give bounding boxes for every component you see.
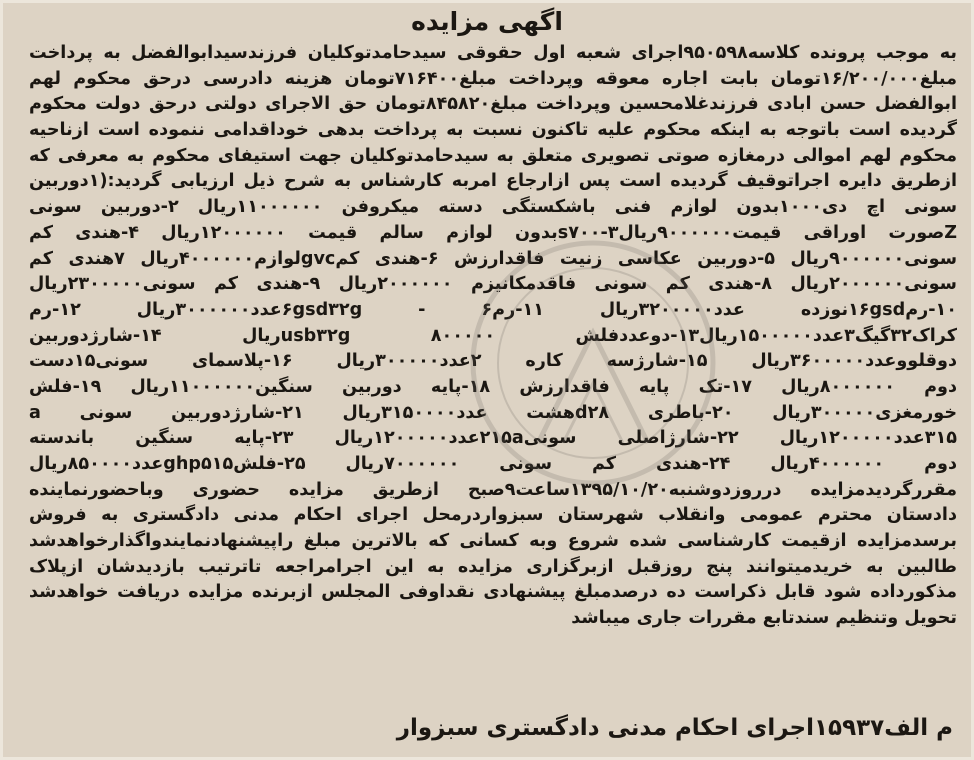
notice-line: سونی اچ دی۱۰۰۰بدون لوازم فنی باشکستگی دسته میکروفن ۱۱۰۰۰۰۰۰ریال ۲-دوربین سونی bbox=[29, 197, 957, 218]
notice-line: Zصورت اوراقی قیمت۹۰۰۰۰۰۰ریال۳-s۷۰۰بدون لوازم سالم قیمت ۱۲۰۰۰۰۰۰ریال ۴-هندی کم bbox=[29, 222, 957, 243]
notice-line: گردیده است باتوجه به اینکه محکوم علیه تاکنون نسبت به پرداخت بدهی خوداقدامی ننموده است ازناحیه bbox=[29, 120, 957, 141]
notice-line: مذکورداده شود قابل ذکراست ده درصدمبلغ پیشنهادی نقداوفی المجلس ازبرنده مزایده دریافت خواهدشد bbox=[29, 582, 957, 603]
notice-line: دادستان محترم عمومی وانقلاب شهرستان سبزواردرمحل اجرای احکام مدنی دادگستری به فروش bbox=[29, 505, 957, 526]
notice-line-last: تحویل وتنظیم سندتابع مقررات جاری میباشد bbox=[571, 608, 957, 629]
notice-line: مقررگردیدمزایده درروزدوشنبه۱۳۹۵/۱۰/۲۰ساعت۹صبح ازطریق مزایده حضوری وباحضورنماینده bbox=[29, 479, 957, 500]
notice-body bbox=[29, 41, 957, 632]
notice-line: برسدمزایده ازقیمت کارشناسی شده شروع وبه کسانی که بالاترین مبلغ راپیشنهادنمایندواگذارخواهدشد bbox=[29, 531, 957, 552]
notice-line: مبلغ۱۶/۲۰۰/۰۰۰تومان بابت اجاره معوقه وپرداخت مبلغ۷۱۶۴۰۰تومان هزینه دادرسی درحق محکوم لهم bbox=[29, 68, 957, 89]
notice-line: دوم ۸۰۰۰۰۰۰ریال ۱۷-تک پایه فاقدارزش ۱۸-پایه دوربین سنگین۱۱۰۰۰۰۰۰ریال ۱۹-فلش bbox=[29, 376, 957, 397]
notice-line: ابوالفضل حسن ابادی فرزندغلامحسین وپرداخت مبلغ۸۴۵۸۲۰تومان حق الاجرای دولتی درحق دولت محکوم bbox=[29, 94, 957, 115]
notice-line: سونی۲۰۰۰۰۰۰ریال ۸-هندی کم سونی فاقدمکانیزم ۲۰۰۰۰۰۰ریال ۹-هندی کم سونی۲۳۰۰۰۰۰ریال bbox=[29, 274, 957, 295]
notice-line: ازطریق دایره اجراتوقیف گردیده است پس ازارجاع امربه کارشناس به شرح ذیل ارزیابی گردید:(۱دوربین bbox=[29, 171, 957, 192]
notice-line: کراک۳۲گیگ۳عدد۱۵۰۰۰۰۰ریال۱۳-دوعددفلش usb۳۲g ۸۰۰۰۰۰ریال ۱۴-شارژدوربین bbox=[29, 325, 957, 346]
notice-line: ۱۰-رم۱۶gsdنوزده عدد۳۲۰۰۰۰۰ریال ۱۱-رم۶gsd۳۲g - ۶عدد۳۰۰۰۰۰۰ریال ۱۲-رم bbox=[29, 299, 957, 320]
notice-line: طالبین به خریدمیتوانند پنج روزقبل ازبرگزاری مزایده به این اجرامراجعه تاترتیب بازدیدشان ازپلاک bbox=[29, 556, 957, 577]
notice-line: سونی۹۰۰۰۰۰۰ریال ۵-دوربین عکاسی زنیت فاقدارزش ۶-هندی کمgvcلوازم۴۰۰۰۰۰۰ریال ۷هندی کم bbox=[29, 248, 957, 269]
notice-line: دوقلووعدد۳۶۰۰۰۰۰ریال ۱۵-شارژسه کاره ۲عدد۳۰۰۰۰۰ریال ۱۶-پلاسمای سونی۱۵دست bbox=[29, 351, 957, 372]
notice-title: اگهی مزایده bbox=[411, 7, 563, 36]
notice-line: خورمغزی۳۰۰۰۰۰ریال ۲۰-باطری d۲۸هشت عدد۳۱۵۰۰۰۰ریال ۲۱-شارژدوربین سونی a bbox=[29, 402, 957, 423]
notice-footer: م الف۱۵۹۳۷اجرای احکام مدنی دادگستری سبزوار bbox=[396, 715, 953, 741]
notice-line: محکوم لهم اموالی درمغازه صوتی تصویری متعلق به سیدحامدتوکلیان جهت استیفای محکوم به معرفی که bbox=[29, 145, 957, 166]
notice-line: دوم ۴۰۰۰۰۰۰ریال ۲۴-هندی کم سونی ۷۰۰۰۰۰۰ریال ۲۵-فلشghp۵۱۵عدد۸۵۰۰۰۰ریال bbox=[29, 454, 957, 474]
notice-line: ۳۱۵عدد۱۲۰۰۰۰۰ریال ۲۲-شارژاصلی سونی۲۱۵aعدد۱۲۰۰۰۰۰ریال ۲۳-پایه سنگین باندسته bbox=[29, 428, 957, 449]
notice-line: به موجب پرونده کلاسه۹۵۰۵۹۸اجرای شعبه اول حقوقی سیدحامدتوکلیان فرزندسیدابوالفضل به پرداخت bbox=[29, 43, 957, 63]
